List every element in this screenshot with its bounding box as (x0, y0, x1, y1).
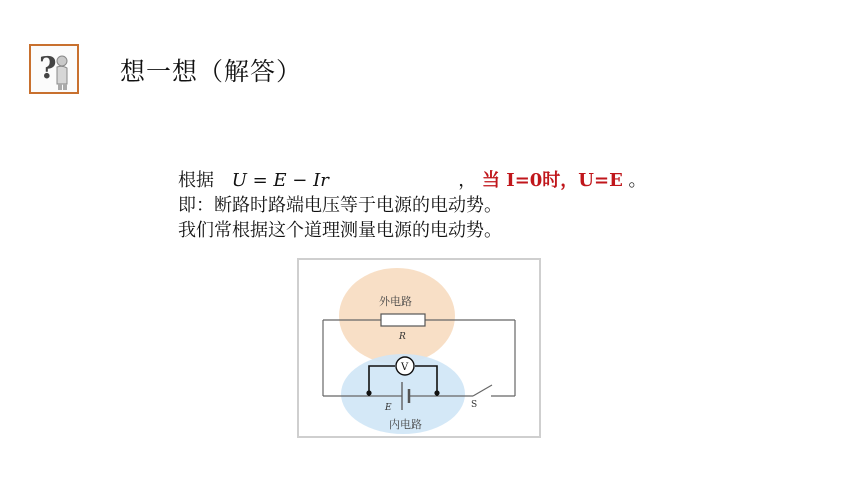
svg-text:?: ? (39, 51, 57, 86)
circuit-diagram (297, 258, 541, 438)
line1-end: 。 (628, 170, 647, 191)
node-left (366, 390, 371, 395)
explanation-line: 即：断路时路端电压等于电源的电动势。 (178, 195, 502, 216)
resistor-label: R (399, 332, 406, 342)
battery-label: E (385, 403, 392, 413)
measurement-line: 我们常根据这个道理测量电源的电动势。 (178, 220, 502, 241)
question-icon (29, 44, 79, 94)
answer-text (178, 168, 647, 243)
formula: U = E − Ir (231, 170, 329, 191)
outer-circuit-label: 外电路 (379, 295, 412, 308)
node-right (434, 390, 439, 395)
resistor (381, 314, 425, 326)
voltmeter-label: V (401, 362, 409, 373)
switch-label: S (471, 400, 478, 410)
inner-circuit-label: 内电路 (389, 418, 422, 431)
conclusion-highlight: 当 I=0时，U=E (482, 170, 623, 191)
page-title: 想一想（解答） (120, 57, 303, 86)
formula-line (178, 168, 647, 193)
line1-prefix: 根据 (178, 170, 214, 191)
comma: ， (458, 170, 477, 191)
